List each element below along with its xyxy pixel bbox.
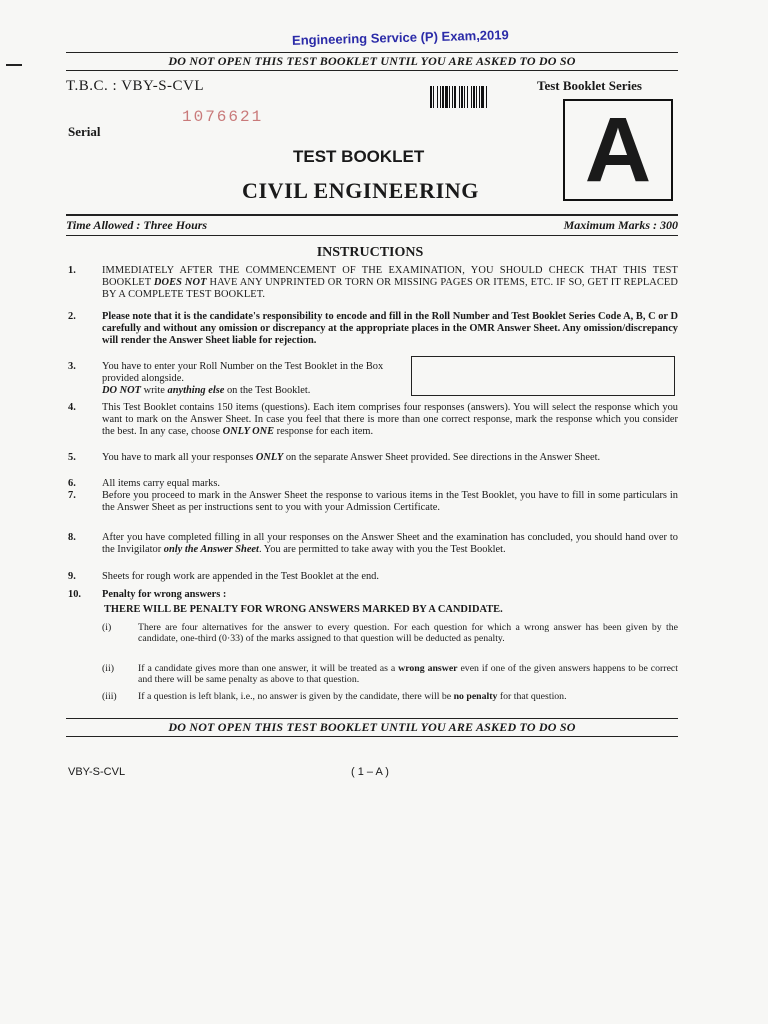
text-emphasis: DO NOT bbox=[102, 384, 141, 396]
instruction-1 bbox=[68, 265, 678, 301]
item-text bbox=[102, 452, 678, 464]
item-text: There are four alternatives for the answer to every question. For each question for which a wrong answer has been given by the candidate, one-third (0·33) of the marks assigned to that question will be deducted as penalty. bbox=[138, 622, 678, 645]
series-letter: A bbox=[584, 99, 652, 201]
serial-label: Serial bbox=[68, 124, 101, 139]
series-label: Test Booklet Series bbox=[537, 78, 642, 93]
item-text bbox=[138, 691, 678, 702]
item-number: (iii) bbox=[102, 691, 117, 702]
text-run: If a question is left blank, i.e., no answer is given by the candidate, there will be bbox=[138, 691, 454, 702]
item-number: 10. bbox=[68, 589, 81, 600]
serial-number: 1076621 bbox=[182, 108, 264, 126]
text-run: write bbox=[140, 384, 168, 396]
item-number: 7. bbox=[68, 490, 76, 501]
text-run: This Test Booklet contains 150 items (questions). Each item comprises four responses (answers). You will select the response which you want to mark on the Answer Sheet. In case you feel that there is more than one correct response, mark the response which you consider the best. In any case, choose bbox=[102, 402, 678, 437]
footer-code: VBY-S-CVL bbox=[68, 766, 126, 778]
item-number: 3. bbox=[68, 361, 76, 372]
instruction-4 bbox=[68, 402, 678, 438]
text-run: response for each item. bbox=[274, 425, 374, 437]
item-number: 8. bbox=[68, 532, 76, 543]
text-emphasis: no penalty bbox=[453, 691, 498, 702]
text-run: HAVE ANY UNPRINTED OR TORN OR MISSING PAGES OR ITEMS, ETC. IF SO, GET IT REPLACED BY A COMPLETE TEST BOOKLET. bbox=[102, 276, 678, 300]
penalty-heading: THERE WILL BE PENALTY FOR WRONG ANSWERS MARKED BY A CANDIDATE. bbox=[104, 604, 503, 615]
item-text bbox=[138, 663, 678, 686]
instructions-heading: INSTRUCTIONS bbox=[316, 245, 424, 260]
text-emphasis: wrong answer bbox=[398, 663, 458, 674]
text-run: . You are permitted to take away with you the Test Booklet. bbox=[258, 543, 506, 555]
item-text bbox=[102, 361, 398, 397]
item-text: All items carry equal marks. bbox=[102, 478, 221, 489]
item-text bbox=[102, 402, 678, 438]
item-text: Before you proceed to mark in the Answer Sheet the response to various items in the Test Booklet, you have to fill in some particulars in the Answer Sheet as per instructions sent to you with your Admission Certificate. bbox=[102, 490, 678, 513]
maximum-marks: Maximum Marks : 300 bbox=[563, 218, 678, 232]
time-marks-bar bbox=[66, 214, 678, 236]
text-run: If a candidate gives more than one answer, it will be treated as a bbox=[138, 663, 399, 674]
barcode-bar bbox=[487, 86, 488, 108]
item-number: (i) bbox=[102, 622, 112, 633]
instruction-10 bbox=[68, 589, 678, 601]
item-text: Sheets for rough work are appended in the Test Booklet at the end. bbox=[102, 571, 379, 582]
tbc-code: T.B.C. : VBY-S-CVL bbox=[66, 78, 205, 94]
instruction-8 bbox=[68, 532, 678, 556]
item-text bbox=[102, 532, 678, 556]
margin-mark bbox=[6, 64, 22, 66]
text-run: for that question. bbox=[497, 691, 567, 702]
text-emphasis: ONLY ONE bbox=[222, 425, 275, 437]
exam-stamp: Engineering Service (P) Exam,2019 bbox=[291, 27, 509, 48]
text-emphasis: only the Answer Sheet bbox=[163, 543, 259, 555]
item-number: 1. bbox=[68, 265, 76, 276]
item-number: (ii) bbox=[102, 663, 114, 674]
text-emphasis: ONLY bbox=[255, 452, 284, 463]
item-number: 9. bbox=[68, 571, 76, 582]
subject-title: CIVIL ENGINEERING bbox=[242, 178, 479, 203]
page-number: ( 1 – A ) bbox=[351, 766, 389, 778]
item-text: Please note that it is the candidate's responsibility to encode and fill in the Roll Number and Test Booklet Series Code A, B, C or D carefully and without any omission or discrepancy at the appropriate places in the OMR Answer Sheet. Any omission/discrepancy will render the Answer Sheet liable for rejection. bbox=[102, 311, 678, 346]
instruction-5 bbox=[68, 452, 678, 464]
penalty-item-3 bbox=[102, 691, 678, 702]
penalty-item-2 bbox=[102, 663, 678, 686]
time-allowed: Time Allowed : Three Hours bbox=[66, 218, 208, 232]
item-number: 4. bbox=[68, 402, 76, 413]
instruction-6 bbox=[68, 478, 678, 490]
text-run: on the separate Answer Sheet provided. See directions in the Answer Sheet. bbox=[283, 452, 601, 463]
warning-banner-top: DO NOT OPEN THIS TEST BOOKLET UNTIL YOU ARE ASKED TO DO SO bbox=[66, 52, 678, 71]
item-number: 2. bbox=[68, 311, 76, 322]
text-emphasis: DOES NOT bbox=[153, 276, 207, 288]
item-number: 5. bbox=[68, 452, 76, 463]
item-number: 6. bbox=[68, 478, 76, 489]
item-text: Penalty for wrong answers : bbox=[102, 589, 227, 600]
text-run: You have to mark all your responses bbox=[102, 452, 256, 463]
penalty-item-1 bbox=[102, 622, 678, 645]
series-box bbox=[563, 99, 673, 201]
booklet-title: TEST BOOKLET bbox=[293, 147, 425, 166]
text-run: You have to enter your Roll Number on the Test Booklet in the Box provided alongside. bbox=[102, 361, 384, 384]
text-run: IMMEDIATELY AFTER THE COMMENCEMENT OF THE EXAMINATION, YOU SHOULD CHECK THAT THIS TEST BOOKLET bbox=[102, 265, 678, 288]
text-run: After you have completed filling in all your responses on the Answer Sheet and the examination has concluded, you should hand over to the Invigilator bbox=[102, 532, 678, 555]
text-run: even if one of the given answers happens to be correct and there will be same penalty as above to that question. bbox=[138, 663, 678, 686]
instruction-2 bbox=[68, 311, 678, 347]
warning-banner-bottom: DO NOT OPEN THIS TEST BOOKLET UNTIL YOU ARE ASKED TO DO SO bbox=[66, 718, 678, 737]
roll-number-box[interactable] bbox=[411, 356, 675, 396]
item-text bbox=[102, 265, 678, 301]
instruction-9 bbox=[68, 571, 678, 583]
text-run: on the Test Booklet. bbox=[224, 384, 311, 396]
instruction-7 bbox=[68, 490, 678, 514]
instruction-3 bbox=[68, 361, 398, 397]
text-emphasis: anything else bbox=[167, 384, 225, 396]
barcode-image bbox=[430, 86, 516, 108]
